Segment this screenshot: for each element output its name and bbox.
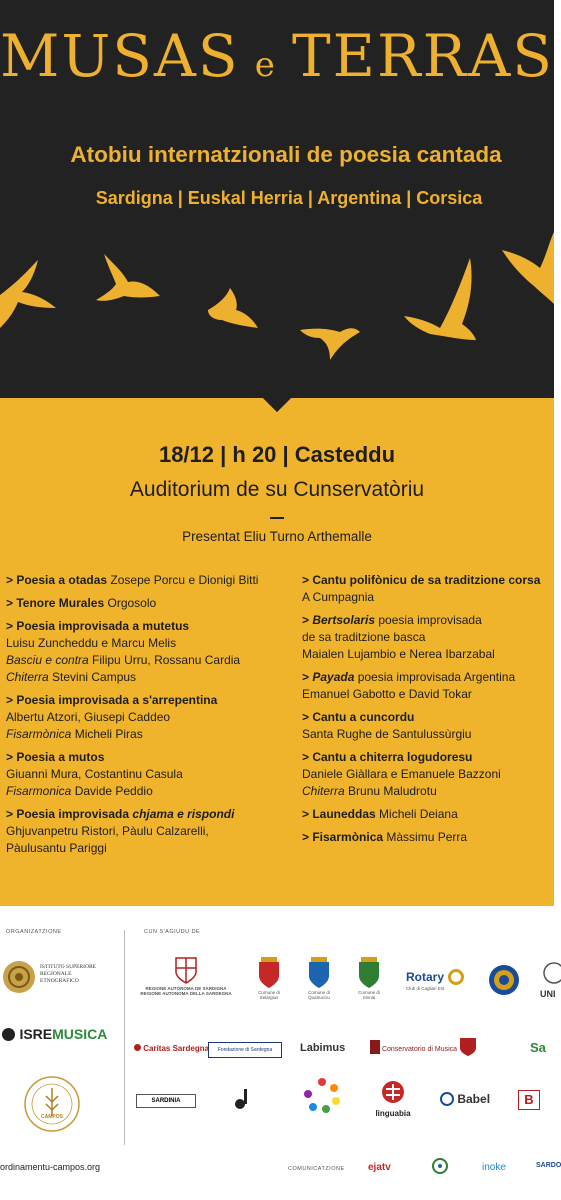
organization-caption: ORGANIZATZIONE — [6, 929, 62, 935]
arrow-icon: > — [302, 573, 313, 587]
arrow-icon: > — [6, 807, 17, 821]
countries-line: Sardigna | Euskal Herria | Argentina | Corsica — [95, 188, 483, 208]
comune2-name: Comune di Quartucciu — [308, 990, 330, 1000]
instrument-label: Chiterra — [6, 670, 49, 684]
comune1-name: Comune di Selargius — [258, 990, 280, 1000]
program-item-title: Poesia improvisada a s'arrepentina — [16, 693, 218, 707]
program-item-title: Cantu polifònicu de sa traditzione corsa — [312, 573, 541, 587]
selargius-crest-icon — [255, 956, 283, 990]
program-right-column — [302, 572, 554, 852]
program-item-line — [302, 726, 554, 743]
program-item — [6, 572, 291, 589]
rotary-logo — [406, 968, 464, 991]
babel-icon — [440, 1092, 454, 1106]
lions-emblem-icon — [488, 964, 520, 996]
isre-musica-logo — [2, 1026, 107, 1044]
program-item-title: Poesia improvisada a mutetus — [16, 619, 190, 633]
bird-6 — [502, 232, 554, 304]
fondazione-logo — [208, 1042, 282, 1058]
program-item-line — [6, 669, 291, 686]
program-item-heading — [302, 829, 554, 846]
radio-logo — [432, 1158, 448, 1179]
performer-names: de sa traditzione basca — [302, 630, 426, 644]
program-item-line — [6, 783, 291, 800]
isre-musica-part2: MUSICA — [52, 1026, 108, 1042]
program-item-heading — [302, 806, 554, 823]
program-item-subtitle: poesia improvisada — [375, 613, 482, 627]
program-item-line — [6, 823, 291, 840]
program-item-line — [6, 840, 291, 857]
program-item-title: Poesia a otadas — [16, 573, 108, 587]
performer-names: Maialen Lujambio e Nerea Ibarzabal — [302, 647, 495, 661]
program-item-title: Payada — [312, 670, 355, 684]
instrument-label: Fisarmònica — [6, 727, 72, 741]
unica-name: UNI — [540, 989, 556, 999]
program-item — [6, 618, 291, 686]
program-item-line — [302, 766, 554, 783]
program-item-title: Cantu a chiterra logudoresu — [312, 750, 473, 764]
program-item-heading — [6, 618, 291, 635]
conservatorio-name: Conservatorio di Musica — [381, 1046, 458, 1053]
performer-names: Brunu Maludrotu — [344, 784, 437, 798]
poster-subtitle: Atobiu internatzionali de poesia cantada — [70, 142, 502, 167]
program-item-heading — [302, 749, 554, 766]
conservatorio-logo — [370, 1040, 457, 1054]
fondazione-name: Fondazione di Sardegna — [217, 1047, 273, 1053]
program-item-heading — [6, 749, 291, 766]
program-item-title: Tenore Murales — [16, 596, 105, 610]
program-item — [302, 749, 554, 800]
bird-5 — [404, 258, 476, 340]
title-terras: TERRAS — [291, 22, 554, 90]
red-crest-logo — [456, 1036, 480, 1063]
program-item-title: Launeddas — [312, 807, 376, 821]
program-item — [6, 806, 291, 857]
babel-logo — [440, 1092, 490, 1106]
event-venue: Auditorium de su Cunservatòriu — [129, 478, 425, 501]
title-conjunction: e — [254, 45, 277, 85]
program-item-performers: Orgosolo — [104, 596, 157, 610]
instrument-label: Chiterra — [302, 784, 345, 798]
quartucciu-crest-icon — [305, 956, 333, 990]
sardinia-logo — [136, 1094, 196, 1108]
program-item-line — [302, 686, 554, 703]
program-item — [302, 806, 554, 823]
caritas-dot-icon — [134, 1044, 141, 1051]
program-item-line — [6, 635, 291, 652]
bird-3 — [208, 288, 258, 328]
program-item-title: Poesia improvisada — [16, 807, 133, 821]
isre-name: ISTITUTO SUPERIORE REGIONALE ETNOGRAFICO — [40, 964, 96, 984]
bird-4 — [300, 328, 360, 360]
arrow-icon: > — [6, 693, 17, 707]
arrow-icon: > — [302, 830, 313, 844]
music-note-icon — [230, 1086, 256, 1112]
program-item — [302, 709, 554, 743]
program-item-line — [6, 652, 291, 669]
isre-emblem-icon — [2, 960, 36, 994]
lions-logo — [488, 964, 520, 1001]
linguabia-logo — [372, 1080, 414, 1118]
performer-names: Luisu Zuncheddu e Marcu Melis — [6, 636, 177, 650]
program-item-title: Bertsolaris — [312, 613, 376, 627]
comune-sinnai-logo — [352, 956, 386, 1000]
arrow-icon: > — [302, 710, 313, 724]
program-item-title-italic: chjama e rispondi — [132, 807, 235, 821]
program-item-heading — [302, 669, 554, 686]
regione-name: REGIONE AUTÒNOMA DE SARDIGNA REGIONE AUTONOMA DELLA SARDEGNA — [140, 986, 232, 996]
performer-names: Davide Peddio — [71, 784, 153, 798]
arrow-icon: > — [6, 619, 17, 633]
event-presenter: Presentat Eliu Turno Arthemalle — [182, 529, 372, 544]
caritas-name: Caritas Sardegna — [143, 1044, 210, 1053]
comune3-name: Comune di Sinnai — [358, 990, 380, 1000]
campos-name: CAMPOS — [41, 1114, 63, 1120]
rotary-sub: Club di Cagliari Est — [406, 986, 445, 991]
isre-logo — [2, 958, 124, 998]
linguabia-name: linguabia — [375, 1109, 411, 1118]
comune-selargius-logo — [252, 956, 286, 1000]
program-item-subtitle: poesia improvisada Argentina — [354, 670, 516, 684]
performer-names: A Cumpagnia — [302, 590, 375, 604]
bird-1 — [0, 260, 56, 328]
rotary-wheel-icon — [448, 969, 464, 985]
caritas-logo — [134, 1044, 209, 1053]
performer-names: Daniele Giàllara e Emanuele Bazzoni — [302, 767, 501, 781]
program-item — [6, 692, 291, 743]
birds-illustration — [0, 220, 554, 370]
isre-musica-part1: ISRE — [19, 1026, 53, 1042]
sardo-logo: SARDO — [536, 1162, 561, 1169]
performer-names: Stevini Campus — [48, 670, 137, 684]
b-letter-icon: B — [518, 1090, 540, 1110]
program-item-heading — [6, 692, 291, 709]
regione-logo — [136, 956, 236, 996]
colorful-logo — [302, 1076, 342, 1119]
program-item-line — [302, 646, 554, 663]
support-caption: CUN S'AGIUDU DE — [144, 929, 201, 935]
program-item-heading — [302, 572, 554, 589]
performer-names: Filipu Urru, Rossanu Cardia — [88, 653, 241, 667]
sinnai-crest-icon — [355, 956, 383, 990]
sponsors-divider — [124, 930, 125, 1145]
babel-name: Babel — [457, 1092, 491, 1106]
program-item-performers: Màssimu Perra — [383, 830, 468, 844]
conservatorio-crest-icon — [370, 1040, 380, 1054]
instrument-label: Basciu e contra — [6, 653, 89, 667]
program-item-title: Cantu a cuncordu — [312, 710, 415, 724]
radio-icon — [432, 1158, 448, 1174]
arrow-icon: > — [302, 613, 313, 627]
performer-names: Pàulusantu Pariggi — [6, 841, 107, 855]
sardinia-name: SARDINIA — [151, 1098, 181, 1104]
program-item-heading — [302, 612, 554, 629]
ejatv-logo: ejatv — [368, 1162, 391, 1173]
program-item-heading — [302, 709, 554, 726]
program-item-line — [302, 783, 554, 800]
arrow-icon: > — [302, 670, 313, 684]
program-item-title: Fisarmònica — [312, 830, 384, 844]
unica-seal-icon — [540, 962, 554, 984]
program-item-line — [6, 726, 291, 743]
arrow-icon: > — [302, 750, 313, 764]
program-item-performers: Zosepe Porcu e Dionigi Bitti — [107, 573, 259, 587]
program-item — [6, 595, 291, 612]
sa-logo — [530, 1040, 546, 1055]
divider-dash — [270, 517, 284, 519]
program-item-heading — [6, 572, 291, 589]
isre-musica-dot-icon — [2, 1028, 15, 1041]
arrow-icon: > — [6, 750, 17, 764]
arrow-icon: > — [6, 596, 17, 610]
labimus-name: Labimus — [300, 1042, 346, 1054]
program-item — [302, 572, 554, 606]
poster-title — [0, 22, 554, 90]
performer-names: Albertu Atzori, Giusepi Caddeo — [6, 710, 171, 724]
program-item-title: Poesia a mutos — [16, 750, 105, 764]
performer-names: Ghjuvanpetru Ristori, Pàulu Calzarelli, — [6, 824, 209, 838]
campos-emblem-icon — [24, 1076, 80, 1132]
linguabia-icon — [381, 1080, 405, 1104]
program-item — [6, 749, 291, 800]
bird-2 — [96, 254, 160, 301]
event-when: 18/12 | h 20 | Casteddu — [158, 442, 396, 467]
program-left-column — [6, 572, 291, 863]
instrument-label: Fisarmonica — [6, 784, 72, 798]
unica-logo — [540, 962, 556, 999]
website-link[interactable]: ordinamentu-campos.org — [0, 1162, 101, 1172]
inoke-logo: inoke — [482, 1162, 506, 1173]
rotary-name: Rotary — [406, 970, 445, 984]
program-item-line — [6, 709, 291, 726]
b-logo — [518, 1090, 540, 1110]
regione-shield-icon — [174, 956, 198, 984]
labimus-logo — [300, 1042, 345, 1054]
performer-names: Santa Rughe de Santulussùrgiu — [302, 727, 472, 741]
program-item — [302, 829, 554, 846]
program-item-line — [6, 766, 291, 783]
sa-name: Sa — [530, 1040, 546, 1055]
performer-names: Giuanni Mura, Costantinu Casula — [6, 767, 183, 781]
note-logo — [230, 1086, 256, 1117]
comune-quartucciu-logo — [302, 956, 336, 1000]
program-item-heading — [6, 595, 291, 612]
red-crest-icon — [456, 1036, 480, 1058]
colorful-dots-icon — [302, 1076, 342, 1114]
arrow-icon: > — [302, 807, 313, 821]
program-item-heading — [6, 806, 291, 823]
arrow-icon: > — [6, 573, 17, 587]
performer-names: Micheli Piras — [71, 727, 143, 741]
program-item-line — [302, 629, 554, 646]
performer-names: Emanuel Gabotto e David Tokar — [302, 687, 472, 701]
program-item-performers: Micheli Deiana — [375, 807, 458, 821]
title-musas: MUSAS — [0, 22, 240, 90]
program-item-line — [302, 589, 554, 606]
program-item — [302, 612, 554, 663]
program-item — [302, 669, 554, 703]
communication-caption: COMUNICATZIONE — [288, 1166, 345, 1172]
campos-logo — [24, 1076, 80, 1132]
